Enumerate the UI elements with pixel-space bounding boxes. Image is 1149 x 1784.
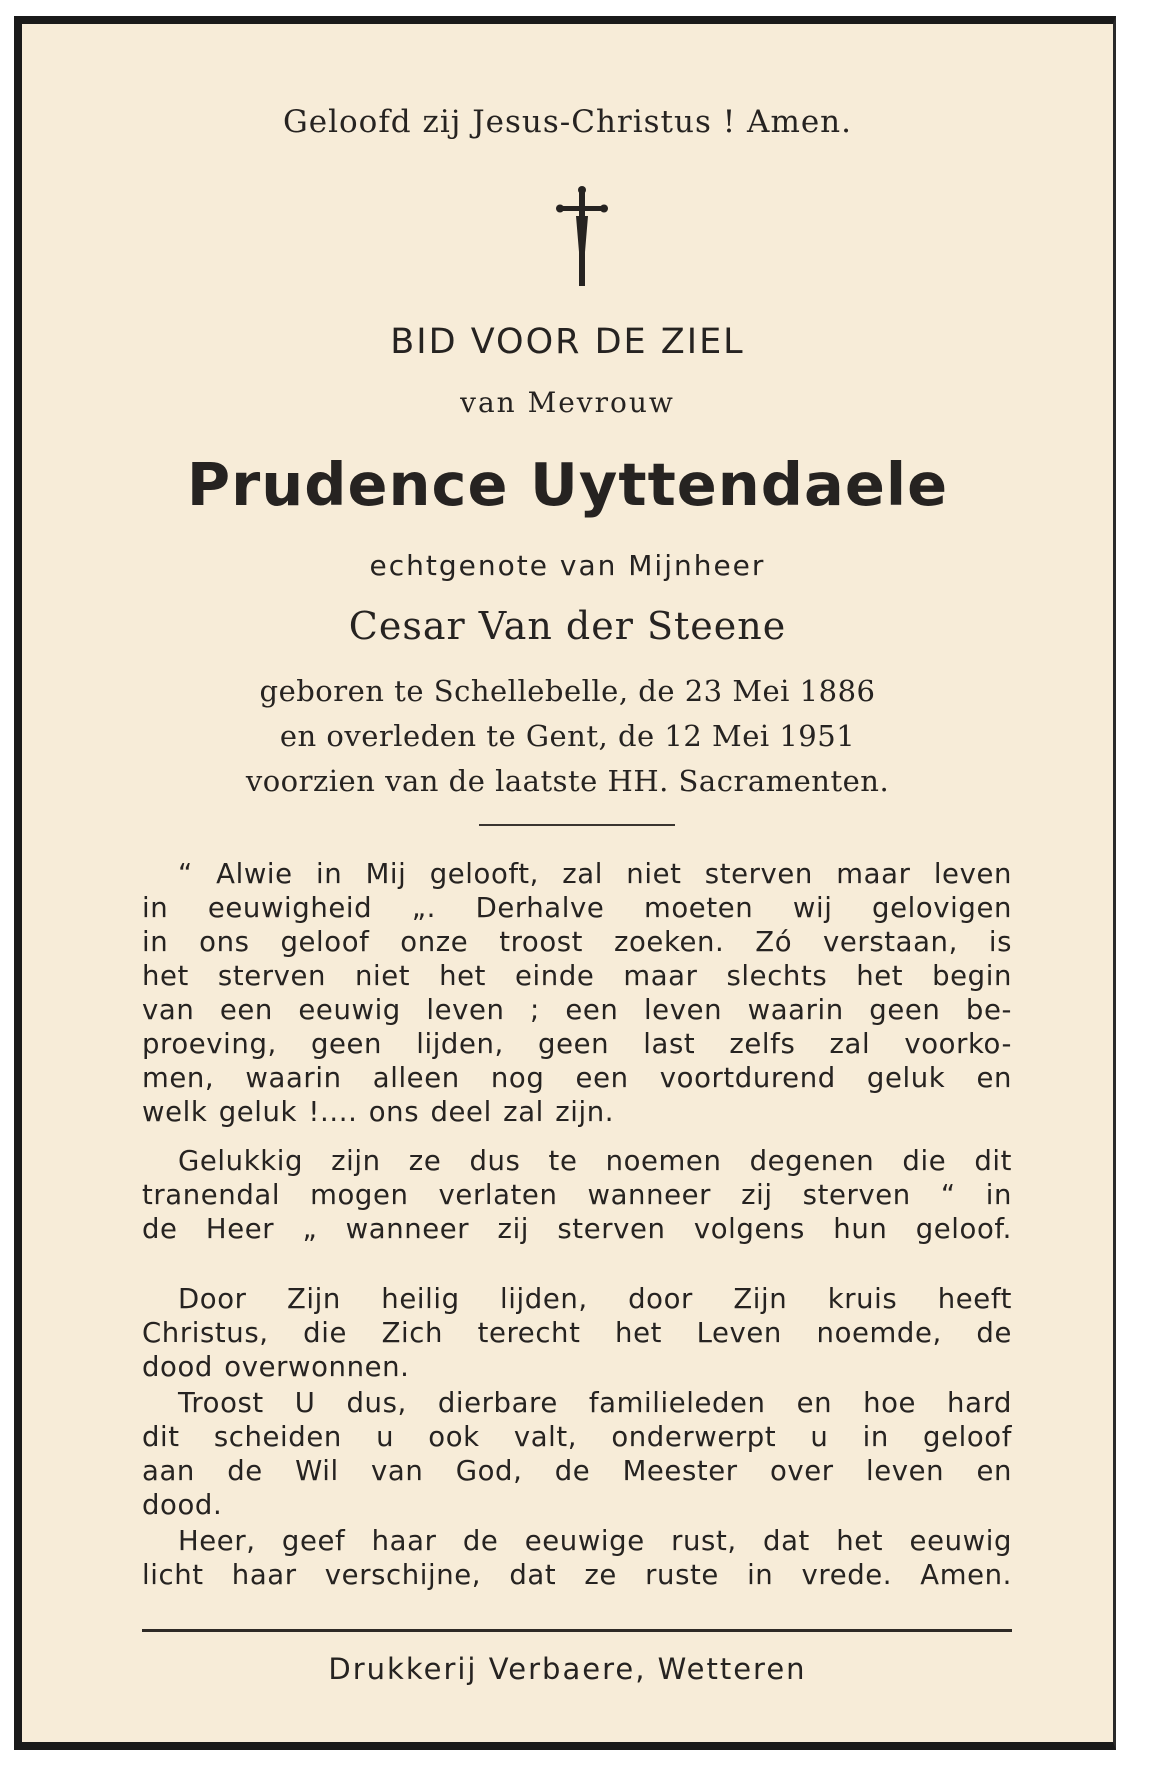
header-invocation: Geloofd zij Jesus-Christus ! Amen.: [282, 104, 853, 140]
text-line: in ons geloof onze troost zoeken. Zó verstaan, is: [142, 926, 1012, 958]
text-line: Door Zijn heilig lijden, door Zijn kruis heeft: [178, 1283, 1012, 1315]
text-line: aan de Wil van God, de Meester over leven en: [142, 1455, 1012, 1487]
birth-line: geboren te Schellebelle, de 23 Mei 1886: [259, 674, 876, 708]
text-line: de Heer „ wanneer zij sterven volgens hun geloof.: [142, 1213, 1012, 1245]
text-line: in eeuwigheid „. Derhalve moeten wij gelovigen: [142, 892, 1012, 924]
sacraments-line: voorzien van de laatste HH. Sacramenten.: [245, 764, 890, 798]
card-title: BID VOOR DE ZIEL: [390, 322, 745, 362]
spouse-label: echtgenote van Mijnheer: [369, 549, 766, 582]
crucifix-icon: [552, 182, 612, 292]
footer-divider: [142, 1629, 1012, 1632]
spouse-name: Cesar Van der Steene: [348, 604, 787, 648]
paragraph-5: [142, 1524, 1012, 1592]
printer-credit: Drukkerij Verbaere, Wetteren: [328, 1652, 807, 1686]
death-line: en overleden te Gent, de 12 Mei 1951: [279, 719, 856, 753]
text-line: licht haar verschijne, dat ze ruste in vrede. Amen.: [142, 1559, 1012, 1591]
card-subtitle: van Mevrouw: [460, 386, 675, 419]
text-line: “ Alwie in Mij gelooft, zal niet sterven maar leven: [178, 858, 1012, 890]
text-line: proeving, geen lijden, geen last zelfs zal voorko-: [142, 1028, 1012, 1060]
divider: [479, 824, 675, 826]
deceased-name: Prudence Uyttendaele: [186, 450, 949, 519]
paragraph-3: [142, 1282, 1012, 1384]
text-line: dood overwonnen.: [142, 1351, 410, 1383]
text-line: men, waarin alleen nog een voortdurend geluk en: [142, 1062, 1012, 1094]
paragraph-1: [142, 857, 1012, 1129]
text-line: Troost U dus, dierbare familieleden en hoe hard: [178, 1387, 1012, 1419]
text-line: dood.: [142, 1489, 223, 1521]
text-line: Gelukkig zijn ze dus te noemen degenen die dit: [178, 1145, 1012, 1177]
text-line: het sterven niet het einde maar slechts het begin: [142, 960, 1012, 992]
text-line: welk geluk !.... ons deel zal zijn.: [142, 1096, 615, 1128]
text-line: Heer, geef haar de eeuwige rust, dat het eeuwig: [178, 1525, 1012, 1557]
paragraph-2: [142, 1144, 1012, 1246]
text-line: van een eeuwig leven ; een leven waarin geen be-: [142, 994, 1012, 1026]
memorial-card: [14, 16, 1116, 1750]
text-line: Christus, die Zich terecht het Leven noemde, de: [142, 1317, 1012, 1349]
text-line: tranendal mogen verlaten wanneer zij sterven “ in: [142, 1179, 1012, 1211]
text-line: dit scheiden u ook valt, onderwerpt u in geloof: [142, 1421, 1012, 1453]
paragraph-4: [142, 1386, 1012, 1522]
